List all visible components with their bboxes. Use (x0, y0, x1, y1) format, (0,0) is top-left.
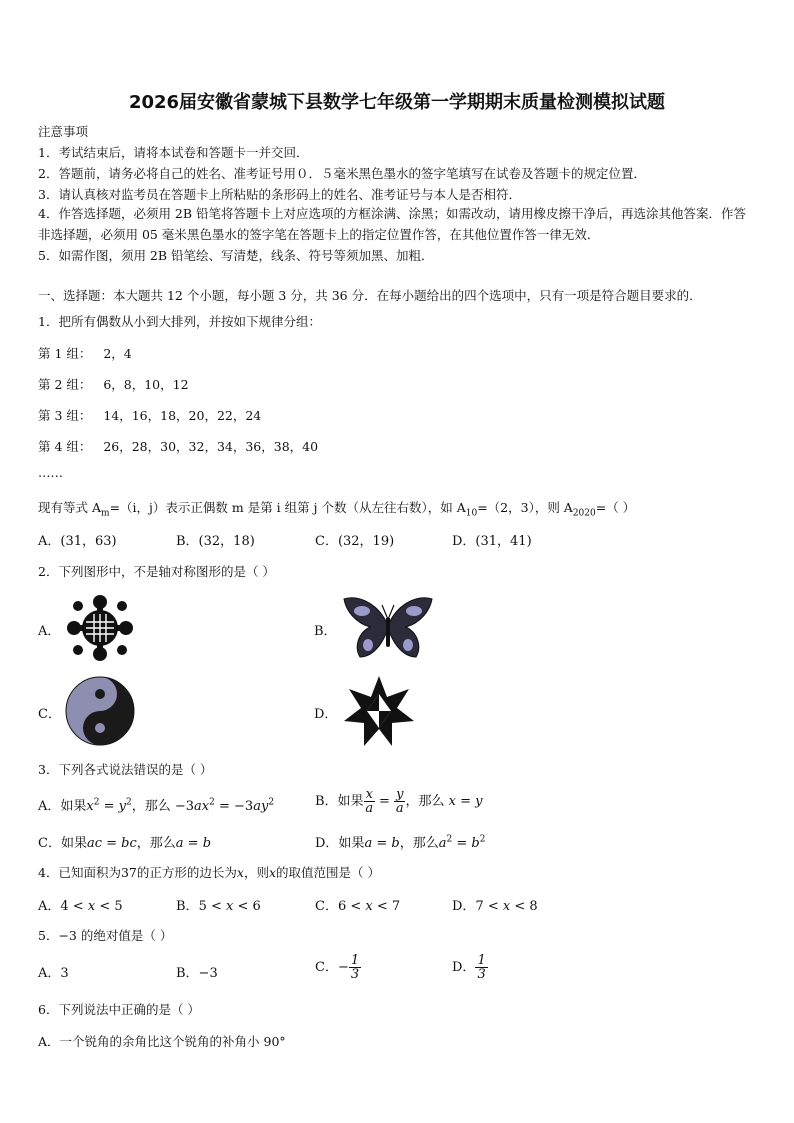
section-heading: 一、选择题：本大题共 12 个小题，每小题 3 分，共 36 分．在每小题给出的四个选项中，只有一项是符合题目要求的． (38, 288, 702, 303)
notice-item-4: 4．作答选择题，必须用 2B 铅笔将答题卡上对应选项的方框涂满、涂黑；如需改动，请用橡皮擦干净后，再选涂其他答案．作答非选择题，必须用 05 毫米黑色墨水的签字笔在答题卡上的指定位置作答，在其他位置作答一律无效． (38, 206, 747, 242)
q2-label-c[interactable]: C． (38, 707, 61, 722)
q2-label-d[interactable]: D． (314, 707, 338, 722)
notice-item-5: 5．如需作图，须用 2B 铅笔绘、写清楚，线条、符号等须加黑、加粗． (38, 248, 434, 263)
chinese-knot-icon (64, 592, 136, 664)
q1-ellipsis: …… (38, 465, 63, 480)
q1-option-a[interactable]: A．(31，63) (38, 534, 117, 549)
q1-option-d[interactable]: D．(31，41) (452, 534, 532, 549)
q3-option-d[interactable]: D．如果a = b，那么$a^2 = b^2$ (315, 834, 486, 851)
star-icon (342, 674, 416, 748)
q1-option-c[interactable]: C．(32，19) (315, 534, 395, 549)
q1-group-3: 第 3 组： 14，16，18，20，22，24 (38, 408, 262, 423)
q1-stem: 1．把所有偶数从小到大排列，并按如下规律分组： (38, 314, 321, 329)
q2-label-b[interactable]: B． (314, 624, 337, 639)
q1-option-b[interactable]: B．(32，18) (176, 534, 255, 549)
q1-group-2: 第 2 组： 6，8，10，12 (38, 377, 189, 392)
q3-stem: 3．下列各式说法错误的是（ ） (38, 762, 213, 777)
notice-item-3: 3．请认真核对监考员在答题卡上所粘贴的条形码上的姓名、准考证号与本人是否相符． (38, 187, 521, 202)
q1-group-1: 第 1 组： 2，4 (38, 346, 132, 361)
q3-option-c[interactable]: C．如果ac = bc，那么a = b (38, 836, 212, 851)
q4-stem: 4．已知面积为37的正方形的边长为x，则x的取值范围是（ ） (38, 865, 381, 880)
q4-option-a[interactable]: A．4 < x < 5 (38, 899, 123, 914)
q3-option-b[interactable]: B．如果 $\frac{x}{a}$ = $\frac{y}{a}$ ，那么 x = y (315, 787, 483, 816)
q5-option-b[interactable]: B．−3 (176, 966, 218, 981)
q5-option-a[interactable]: A．3 (38, 966, 69, 981)
q6-stem: 6．下列说法中正确的是（ ） (38, 1002, 200, 1017)
q5-stem: 5．−3 的绝对值是（ ） (38, 928, 173, 943)
q5-option-c[interactable]: C．− $\frac{1}{3}$ (315, 953, 360, 982)
q2-stem: 2．下列图形中，不是轴对称图形的是（ ） (38, 564, 275, 579)
q4-option-b[interactable]: B．5 < x < 6 (176, 899, 261, 914)
q1-group-4: 第 4 组： 26，28，30，32，34，36，38，40 (38, 439, 319, 454)
yin-yang-icon (64, 675, 136, 747)
q5-option-d[interactable]: D． $\frac{1}{3}$ (452, 953, 486, 982)
q1-question: 现有等式 $A_m=(i$，j）表示正偶数 m 是第 i 组第 j 个数（从左往右数），如 $A_{10}=(2$，3），则 $A_{2020}=$（ ） (38, 500, 636, 519)
q4-option-d[interactable]: D．7 < x < 8 (452, 899, 538, 914)
notice-heading: 注意事项 (38, 124, 89, 139)
page-title: 2026届安徽省蒙城下县数学七年级第一学期期末质量检测模拟试题 (128, 92, 666, 113)
q3-option-a[interactable]: A．如果$x^2 = y^2$，那么 $-3ax^2 = -3ay^2$ (38, 797, 275, 814)
butterfly-icon (340, 593, 436, 663)
notice-item-1: 1．考试结束后，请将本试卷和答题卡一并交回． (38, 145, 309, 160)
notice-item-2: 2．答题前，请务必将自己的姓名、准考证号用０．５毫米黑色墨水的签字笔填写在试卷及答题卡的规定位置． (38, 166, 646, 181)
q4-option-c[interactable]: C．6 < x < 7 (315, 899, 401, 914)
q6-option-a[interactable]: A．一个锐角的余角比这个锐角的补角小 90° (38, 1034, 286, 1049)
q2-label-a[interactable]: A． (38, 624, 61, 639)
